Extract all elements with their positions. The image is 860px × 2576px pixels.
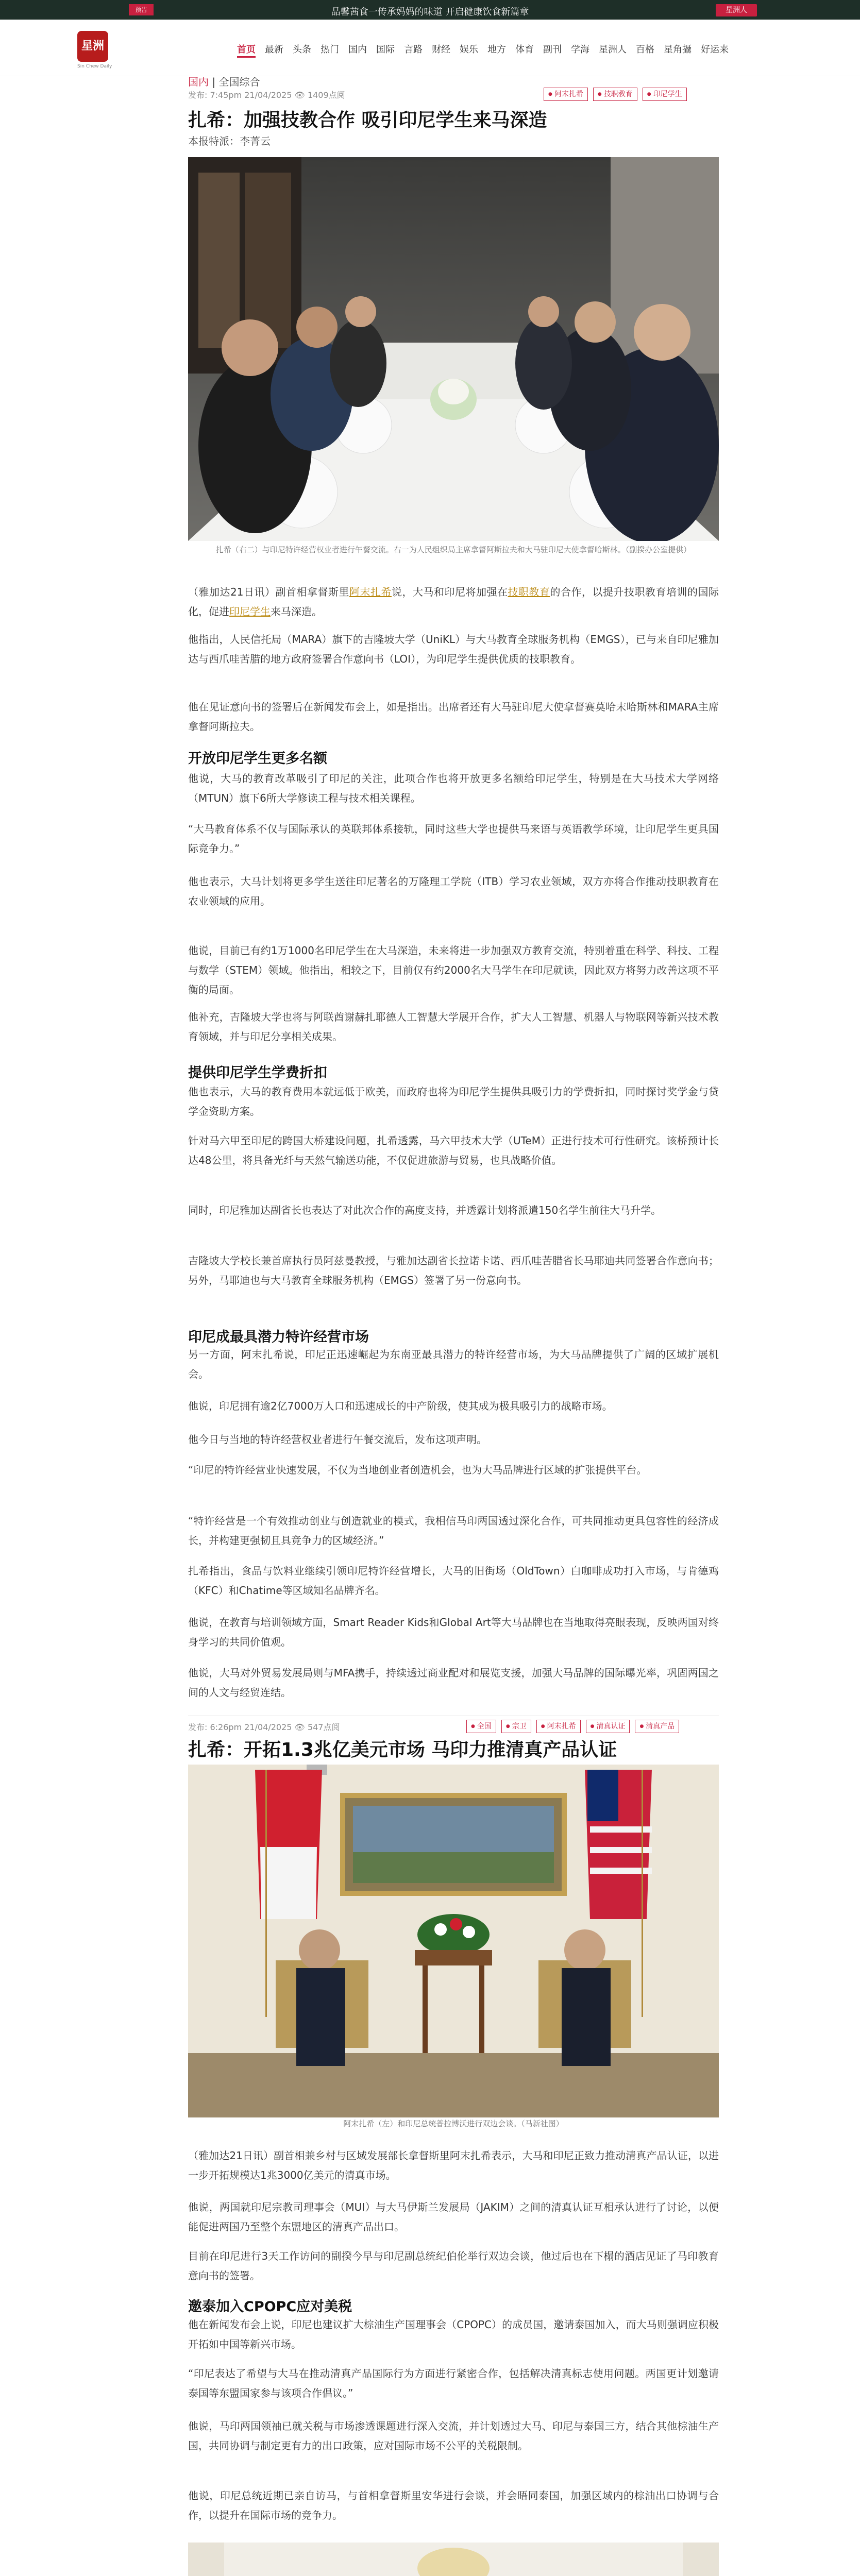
- article-paragraph: 他说，大马对外贸易发展局则与MFA携手，持续透过商业配对和展览支援，加强大马品牌的国际曝光率，巩固两国之间的人文与经贸连结。: [188, 1667, 719, 1699]
- promo-bar[interactable]: [0, 0, 860, 20]
- promo-button[interactable]: 星洲人: [716, 4, 757, 16]
- inline-link-indonesian-students[interactable]: 印尼学生: [229, 605, 271, 618]
- nav-item-international[interactable]: 国际: [376, 44, 395, 55]
- article-paragraph: （雅加达21日讯）副首相拿督斯里阿末扎希说，大马和印尼将加强在技职教育的合作，以提升技职教育培训的国际化，促进印尼学生来马深造。: [188, 586, 719, 618]
- promo-text[interactable]: 品馨茜食一传承妈妈的味道 开启健康饮食新篇章: [331, 7, 529, 18]
- article-paragraph: 他说，印尼拥有逾2亿7000万人口和迅速成长的中产阶级，使其成为极具吸引力的战略市场。: [188, 1400, 613, 1412]
- article-paragraph: 他说，马印两国领袖已就关税与市场渗透课题进行深入交流，并计划透过大马、印尼与泰国三方，结合其他棕油生产国，共同协调与制定更有力的出口政策，应对国际市场不公平的关税限制。: [188, 2420, 719, 2452]
- article-paragraph: 他补充，吉隆坡大学也将与阿联酋谢赫扎耶德人工智慧大学展开合作，扩大人工智慧、机器人与物联网等新兴技术教育领域，并与印尼分享相关成果。: [188, 1011, 719, 1043]
- tag-link[interactable]: ● 宗卫: [501, 1720, 531, 1733]
- nav-item-headline[interactable]: 头条: [293, 44, 311, 55]
- article-paragraph: 他今日与当地的特许经营权业者进行午餐交流后，发布这项声明。: [188, 1433, 487, 1446]
- tag-link[interactable]: ● 全国: [466, 1720, 496, 1733]
- photo-caption: 扎希（右二）与印尼特许经营权业者进行午餐交流。右一为人民组织局主席拿督阿斯拉夫和大马驻印尼大使拿督哈斯林。（副揆办公室提供）: [215, 545, 692, 554]
- article-meta: 发布: 6:26pm 21/04/2025 👁 547点阅: [188, 1722, 340, 1732]
- article-tags: [466, 1720, 679, 1733]
- tag-link[interactable]: ● 阿末扎希: [544, 88, 588, 101]
- nav-item-supplement[interactable]: 副刊: [543, 44, 562, 55]
- nav-item-sports[interactable]: 体育: [515, 44, 534, 55]
- article-quote: “印尼表达了希望与大马在推动清真产品国际行为方面进行紧密合作，包括解决清真标志使用问题。两国更计划邀请泰国等东盟国家参与该项合作倡议。”: [188, 2367, 719, 2399]
- article-paragraph: 他指出，人民信托局（MARA）旗下的吉隆坡大学（UniKL）与大马教育全球服务机构（EMGS），已与来自印尼雅加达与西爪哇苦腊的地方政府签署合作意向书（LOI），为印尼学生提供优质的技职教育。: [188, 633, 719, 665]
- article-tags: [544, 88, 687, 101]
- article-paragraph: 吉隆坡大学校长兼首席执行员阿兹曼教授，与雅加达副省长拉诺卡诺、西爪哇苦腊省长马耶迪共同签署合作意向书；另外，马耶迪也与大马教育全球服务机构（EMGS）签署了另一份意向书。: [188, 1255, 719, 1286]
- nav-item-sinchew-plus[interactable]: 星洲人: [599, 44, 627, 55]
- tag-link[interactable]: ● 清真认证: [586, 1720, 630, 1733]
- article-title: 扎希：加强技教合作 吸引印尼学生来马深造: [188, 110, 547, 131]
- nav-item-education[interactable]: 学海: [571, 44, 589, 55]
- article-paragraph: （雅加达21日讯）副首相兼乡村与区域发展部长拿督斯里阿末扎希表示，大马和印尼正致力推动清真产品认证，以进一步开拓规模达1兆3000亿美元的清真市场。: [188, 2149, 719, 2181]
- article-quote: “大马教育体系不仅与国际承认的英联邦体系接轨，同时这些大学也提供马来语与英语教学环境，让印尼学生更具国际竞争力。”: [188, 823, 719, 855]
- site-logo[interactable]: [77, 31, 129, 69]
- photo-caption: 阿末扎希（左）和印尼总统普拉博沃进行双边会谈。（马新社图）: [343, 2119, 564, 2128]
- breadcrumb-separator: |: [212, 76, 216, 88]
- article-paragraph: 同时，印尼雅加达副省长也表达了对此次合作的高度支持，并透露计划将派遣150名学生前往大马升学。: [188, 1204, 662, 1216]
- article-paragraph: 他说，在教育与培训领域方面，Smart Reader Kids和Global Art等大马品牌也在当地取得亮眼表现，反映两国对终身学习的共同价值观。: [188, 1616, 719, 1648]
- promo-tag: 预告: [129, 4, 154, 15]
- article-paragraph: 他也表示，大马的教育费用本就远低于欧美，而政府也将为印尼学生提供具吸引力的学费折扣，同时探讨奖学金与贷学金资助方案。: [188, 1086, 719, 1117]
- subheading: 提供印尼学生学费折扣: [188, 1065, 327, 1081]
- nav-item-home[interactable]: 首页: [237, 42, 256, 58]
- nav-item-finance[interactable]: 财经: [432, 44, 450, 55]
- nav-item-baige[interactable]: 百格: [636, 44, 654, 55]
- article-photo[interactable]: [188, 1765, 719, 2117]
- nav-item-latest[interactable]: 最新: [265, 44, 283, 55]
- tag-link[interactable]: ● 阿末扎希: [536, 1720, 581, 1733]
- breadcrumb-section[interactable]: 国内: [188, 76, 209, 88]
- article-paragraph: 针对马六甲至印尼的跨国大桥建设问题，扎希透露，马六甲技术大学（UTeM）正进行技术可行性研究。该桥预计长达48公里，将具备光纤与天然气输送功能，不仅促进旅游与贸易，也具战略价值。: [188, 1134, 719, 1166]
- subheading: 开放印尼学生更多名额: [188, 751, 327, 767]
- signing-ceremony-image: [188, 2543, 719, 2576]
- article-quote: “特许经营是一个有效推动创业与创造就业的模式，我相信马印两国透过深化合作，可共同推动更具包容性的经济成长，并构建更强韧且具竞争力的区域经济。”: [188, 1515, 719, 1547]
- nav-item-hot[interactable]: 热门: [321, 44, 339, 55]
- nav-item-lucky[interactable]: 好运来: [701, 44, 729, 55]
- nav-item-opinion[interactable]: 言路: [404, 44, 423, 55]
- article-paragraph: 他在新闻发布会上说，印尼也建议扩大棕油生产国理事会（CPOPC）的成员国，邀请泰国加入，而大马则强调应积极开拓如中国等新兴市场。: [188, 2318, 719, 2350]
- nav-item-domestic[interactable]: 国内: [348, 44, 367, 55]
- breadcrumb: [188, 74, 260, 89]
- main-nav: [237, 42, 738, 58]
- nav-item-photo[interactable]: 星角攝: [664, 44, 692, 55]
- article-paragraph: 目前在印尼进行3天工作访问的副揆今早与印尼副总统纪伯伦举行双边会谈，他过后也在下榻的酒店见证了马印教育意向书的签署。: [188, 2250, 719, 2282]
- nav-item-entertainment[interactable]: 娱乐: [460, 44, 478, 55]
- article-quote: “印尼的特许经营业快速发展，不仅为当地创业者创造机会，也为大马品牌进行区域的扩张提供平台。: [188, 1464, 647, 1476]
- article-paragraph: 他说，目前已有约1万1000名印尼学生在大马深造，未来将进一步加强双方教育交流，特别着重在科学、科技、工程与数学（STEM）领域。他指出，相较之下，目前仅有约2000名大马学生在印尼就读，因此双方将努力改善这项不平衡的局面。: [188, 944, 719, 996]
- article-paragraph: 他说，两国就印尼宗教司理事会（MUI）与大马伊斯兰发展局（JAKIM）之间的清真认证互相承认进行了讨论，以便能促进两国乃至整个东盟地区的清真产品出口。: [188, 2201, 719, 2233]
- bilateral-meeting-image: [188, 1765, 719, 2117]
- subheading: 邀泰加入CPOPC应对美税: [188, 2299, 352, 2315]
- article-photo[interactable]: [188, 2543, 719, 2576]
- article-title: 扎希：开拓1.3兆亿美元市场 马印力推清真产品认证: [188, 1739, 617, 1760]
- article-paragraph: 他说，大马的教育改革吸引了印尼的关注，此项合作也将开放更多名额给印尼学生，特别是在大马技术大学网络（MTUN）旗下6所大学修读工程与技术相关课程。: [188, 772, 719, 804]
- tag-link[interactable]: ● 印尼学生: [643, 88, 687, 101]
- logo-mark[interactable]: 星洲: [77, 31, 108, 62]
- logo-subtitle: Sin Chew Daily: [77, 64, 112, 69]
- site-header: [0, 20, 860, 76]
- breadcrumb-subsection[interactable]: 全国综合: [218, 76, 260, 88]
- inline-link-tvet[interactable]: 技职教育: [508, 586, 550, 598]
- article-meta: 发布: 7:45pm 21/04/2025 👁 1409点阅: [188, 90, 345, 100]
- tag-link[interactable]: ● 技职教育: [593, 88, 637, 101]
- subheading: 印尼成最具潜力特许经营市场: [188, 1329, 369, 1345]
- article-paragraph: 扎希指出，食品与饮料业继续引领印尼特许经营增长，大马的旧街场（OldTown）白咖啡成功打入市场，与肯德鸡（KFC）和Chatime等区域知名品牌齐名。: [188, 1565, 719, 1597]
- article-paragraph: 他在见证意向书的签署后在新闻发布会上，如是指出。出席者还有大马驻印尼大使拿督赛莫哈末哈斯林和MARA主席拿督阿斯拉夫。: [188, 701, 719, 733]
- lunch-meeting-image: [188, 157, 719, 541]
- nav-item-local[interactable]: 地方: [487, 44, 506, 55]
- tag-link[interactable]: ● 清真产品: [635, 1720, 679, 1733]
- article-paragraph: 另一方面，阿末扎希说，印尼正迅速崛起为东南亚最具潜力的特许经营市场，为大马品牌提供了广阔的区域扩展机会。: [188, 1348, 719, 1380]
- inline-link-zahid[interactable]: 阿末扎希: [349, 586, 392, 598]
- article-paragraph: 他说，印尼总统近期已亲自访马，与首相拿督斯里安华进行会谈，并会晤同泰国，加强区域内的棕油出口协调与合作，以提升在国际市场的竞争力。: [188, 2489, 719, 2521]
- article-photo[interactable]: [188, 157, 719, 541]
- article-paragraph: 他也表示，大马计划将更多学生送往印尼著名的万隆理工学院（ITB）学习农业领域，双方亦将合作推动技职教育在农业领域的应用。: [188, 875, 719, 907]
- article-byline: 本报特派：李菁云: [188, 135, 271, 147]
